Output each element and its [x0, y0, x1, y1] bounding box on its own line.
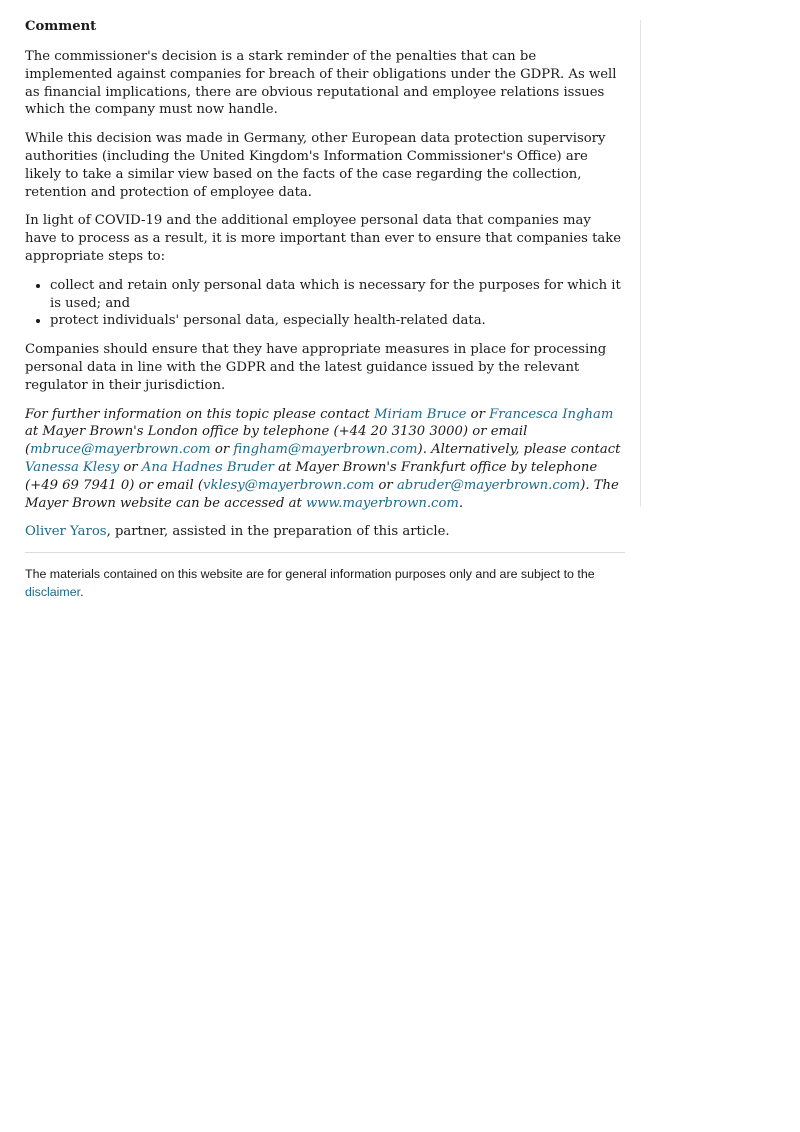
- contact-text: ). The Mayer Brown website can be accessed at: [25, 477, 619, 511]
- list-item: • protect individuals' personal data, especially health-related data.: [50, 312, 625, 330]
- paragraph-penalties: The commissioner's decision is a stark reminder of the penalties that can be implemented against companies for breach of their obligations under the GDPR. As well as financial implications, there are obvious reputational and employee relations issues which the company must now handle.: [25, 49, 617, 118]
- email-abruder-link[interactable]: abruder@mayerbrown.com: [396, 477, 581, 493]
- disclaimer-paragraph: [25, 565, 625, 601]
- email-vklesy-link[interactable]: vklesy@mayerbrown.com: [203, 477, 375, 493]
- oliver-yaros-link[interactable]: Oliver Yaros: [25, 524, 107, 540]
- contact-text: or: [119, 459, 142, 475]
- steps-list: [25, 277, 625, 330]
- disclaimer-end: .: [80, 585, 84, 600]
- article-body: [25, 18, 625, 601]
- vanessa-klesy-link[interactable]: Vanessa Klesy: [25, 459, 120, 475]
- paragraph-germany: While this decision was made in Germany, other European data protection supervisory authorities (including the United Kingdom's Information Commissioner's Office) are likely to take a similar view based on the facts of the case regarding the collection, retention and protection of employee data.: [25, 131, 606, 200]
- contact-text: .: [458, 495, 464, 511]
- contact-paragraph: [25, 406, 625, 513]
- credit-text: , partner, assisted in the preparation of this article.: [106, 524, 450, 540]
- contact-text: or: [374, 477, 397, 493]
- paragraph-covid: In light of COVID-19 and the additional employee personal data that companies may have to process as a result, it is more important than ever to ensure that companies take appropriate steps to:: [25, 213, 622, 264]
- mayerbrown-website-link[interactable]: www.mayerbrown.com: [305, 495, 459, 511]
- list-item: • collect and retain only personal data which is necessary for the purposes for which it is used; and: [50, 277, 625, 313]
- disclaimer-link[interactable]: disclaimer: [25, 585, 81, 600]
- credit-paragraph: [25, 523, 625, 541]
- footer-divider: [25, 552, 625, 553]
- miriam-bruce-link[interactable]: Miriam Bruce: [374, 406, 467, 422]
- contact-text: at Mayer Brown's Frankfurt office by telephone (+49 69 7941 0) or email (: [25, 459, 598, 493]
- contact-text: ). Alternatively, please contact: [417, 442, 621, 458]
- ana-hadnes-bruder-link[interactable]: Ana Hadnes Bruder: [141, 459, 274, 475]
- paragraph-measures: Companies should ensure that they have appropriate measures in place for processing personal data in line with the GDPR and the latest guidance issued by the relevant regulator in their jurisdiction.: [25, 342, 607, 393]
- contact-text: For further information on this topic please contact: [25, 406, 374, 422]
- disclaimer-text: The materials contained on this website are for general information purposes only and are subject to the: [25, 567, 595, 582]
- sidebar-divider: [640, 20, 641, 507]
- francesca-ingham-link[interactable]: Francesca Ingham: [489, 406, 614, 422]
- email-fingham-link[interactable]: fingham@mayerbrown.com: [233, 442, 418, 458]
- email-mbruce-link[interactable]: mbruce@mayerbrown.com: [30, 442, 211, 458]
- section-heading: Comment: [25, 19, 97, 34]
- contact-text: or: [466, 406, 490, 422]
- contact-text: or: [210, 442, 234, 458]
- contact-text: at Mayer Brown's London office by telephone (+44 20 3130 3000) or email (: [25, 424, 528, 458]
